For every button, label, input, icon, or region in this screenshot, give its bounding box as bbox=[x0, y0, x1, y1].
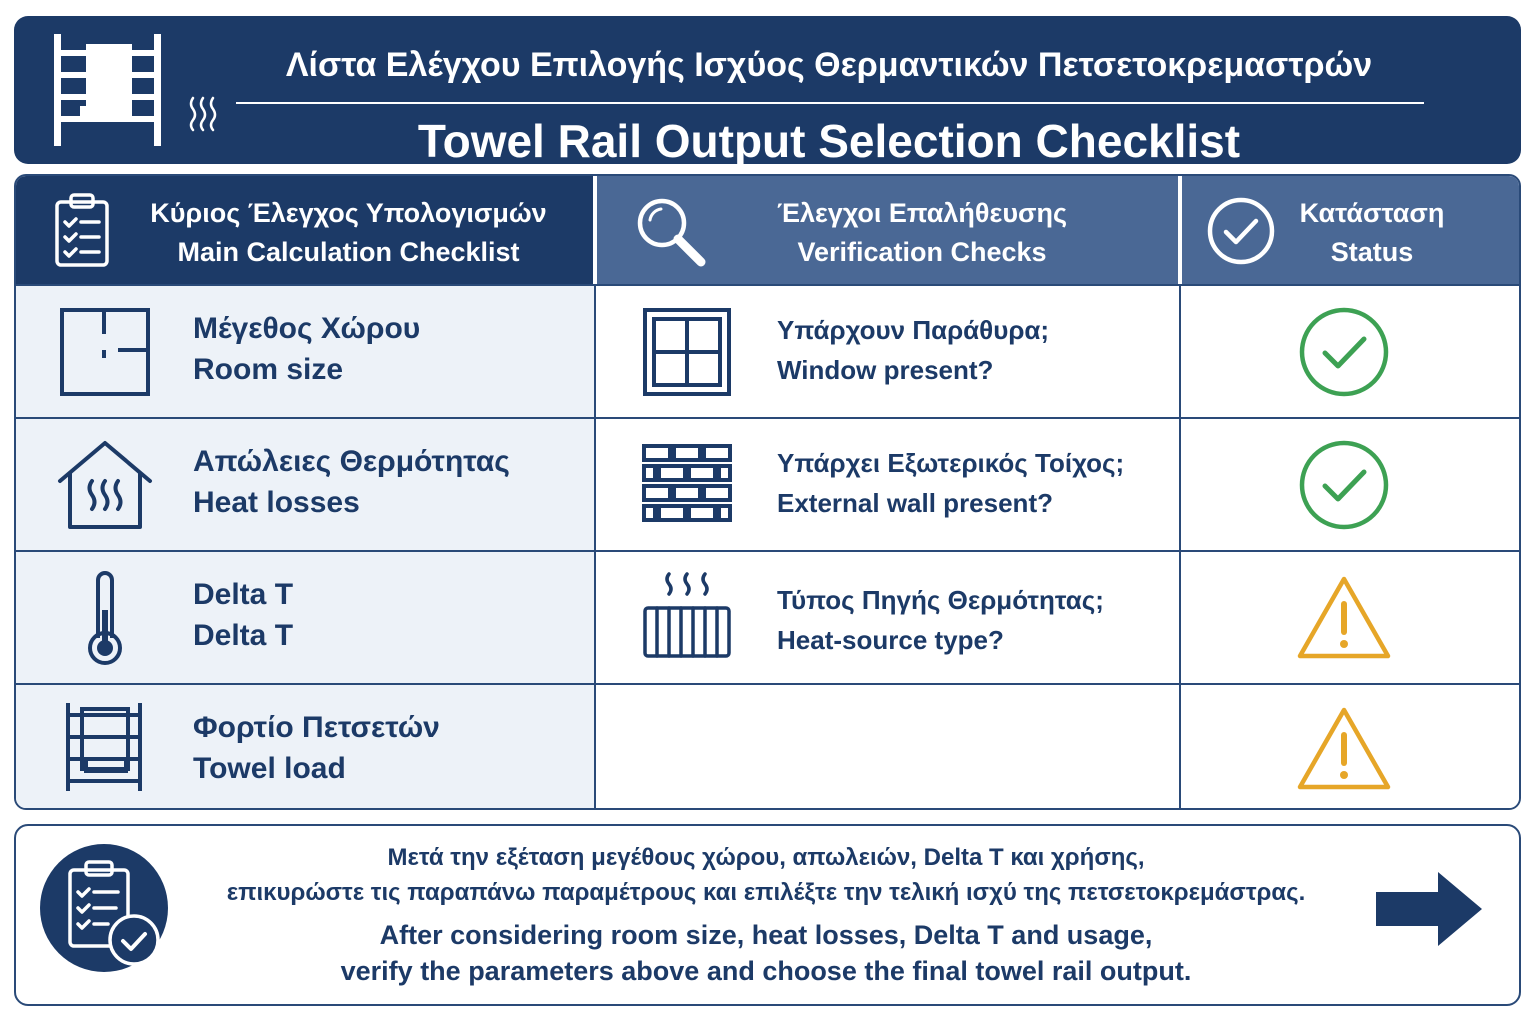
status-warning-icon bbox=[1296, 574, 1392, 662]
verification-item-gr: Υπάρχουν Παράθυρα; bbox=[777, 315, 1050, 345]
main-calc-cell bbox=[16, 685, 596, 810]
column-header-main bbox=[16, 176, 593, 284]
verification-cell-empty bbox=[596, 685, 1181, 810]
status-cell bbox=[1181, 419, 1521, 550]
verification-item-gr: Τύπος Πηγής Θερμότητας; bbox=[777, 585, 1104, 615]
status-ok-icon bbox=[1298, 439, 1390, 531]
clipboard-approved-icon bbox=[38, 842, 174, 978]
footer-text-gr-2: επικυρώστε τις παραπάνω παραμέτρους και επιλέξτε την τελική ισχύ της πετσετοκρεμάστρας. bbox=[226, 879, 1306, 906]
main-item-en: Room size bbox=[193, 353, 344, 386]
checklist-table bbox=[14, 174, 1521, 810]
verification-cell bbox=[596, 552, 1181, 683]
brick-wall-icon bbox=[641, 443, 733, 527]
check-circle-icon bbox=[1206, 196, 1276, 266]
towel-rail-small-icon bbox=[64, 701, 156, 793]
column-header-main-gr: Κύριος Έλεγχος Υπολογισμών bbox=[150, 198, 547, 228]
header-banner bbox=[14, 16, 1521, 167]
verification-item-en: External wall present? bbox=[777, 488, 1053, 518]
footer-text-en-2: verify the parameters above and choose the final towel rail output. bbox=[340, 956, 1192, 986]
footer-note bbox=[14, 824, 1521, 1006]
column-header-status-en: Status bbox=[1330, 237, 1414, 267]
arrow-right-icon bbox=[1374, 870, 1486, 948]
floor-plan-icon bbox=[56, 306, 152, 398]
column-header-verification bbox=[597, 176, 1178, 284]
steam-icon bbox=[186, 96, 222, 132]
column-header-main-en: Main Calculation Checklist bbox=[177, 237, 520, 267]
column-header-status-gr: Κατάσταση bbox=[1299, 198, 1445, 228]
footer-text-en-1: After considering room size, heat losses, Delta T and usage, bbox=[379, 920, 1153, 950]
verification-item-gr: Υπάρχει Εξωτερικός Τοίχος; bbox=[777, 448, 1125, 478]
main-item-gr: Φορτίο Πετσετών bbox=[193, 711, 440, 744]
main-item-gr: Μέγεθος Χώρου bbox=[193, 312, 421, 345]
column-header-status bbox=[1182, 176, 1521, 284]
title-english: Towel Rail Output Selection Checklist bbox=[417, 115, 1241, 167]
verification-item-en: Window present? bbox=[777, 355, 994, 385]
verification-cell bbox=[596, 419, 1181, 550]
main-item-en: Delta T bbox=[193, 619, 294, 652]
window-icon bbox=[641, 306, 733, 398]
title-divider bbox=[236, 102, 1424, 104]
verification-item-en: Heat-source type? bbox=[777, 625, 1004, 655]
main-item-gr: Delta T bbox=[193, 578, 294, 611]
footer-text-gr-1: Μετά την εξέταση μεγέθους χώρου, απωλειών, Delta T και χρήσης, bbox=[387, 844, 1145, 871]
magnifier-icon bbox=[635, 196, 709, 270]
main-calc-cell bbox=[16, 419, 596, 550]
status-cell bbox=[1181, 286, 1521, 417]
main-calc-cell bbox=[16, 286, 596, 417]
table-row bbox=[16, 683, 1521, 810]
table-row bbox=[16, 284, 1521, 417]
clipboard-checklist-icon bbox=[54, 192, 110, 268]
main-item-gr: Απώλειες Θερμότητας bbox=[193, 445, 510, 478]
table-row bbox=[16, 550, 1521, 683]
radiator-icon bbox=[641, 570, 733, 662]
column-header-verification-en: Verification Checks bbox=[797, 237, 1047, 267]
main-calc-cell bbox=[16, 552, 596, 683]
main-item-en: Towel load bbox=[193, 752, 346, 785]
main-item-en: Heat losses bbox=[193, 486, 360, 519]
status-cell bbox=[1181, 685, 1521, 810]
verification-cell bbox=[596, 286, 1181, 417]
status-ok-icon bbox=[1298, 306, 1390, 398]
column-header-verification-gr: Έλεγχοι Επαλήθευσης bbox=[776, 198, 1068, 228]
title-greek: Λίστα Ελέγχου Επιλογής Ισχύος Θερμαντικών Πετσετοκρεμαστρών bbox=[285, 46, 1373, 84]
thermometer-icon bbox=[56, 570, 154, 666]
towel-rail-icon bbox=[54, 34, 174, 146]
status-warning-icon bbox=[1296, 705, 1392, 793]
house-heat-icon bbox=[56, 439, 154, 531]
status-cell bbox=[1181, 552, 1521, 683]
table-row bbox=[16, 417, 1521, 550]
